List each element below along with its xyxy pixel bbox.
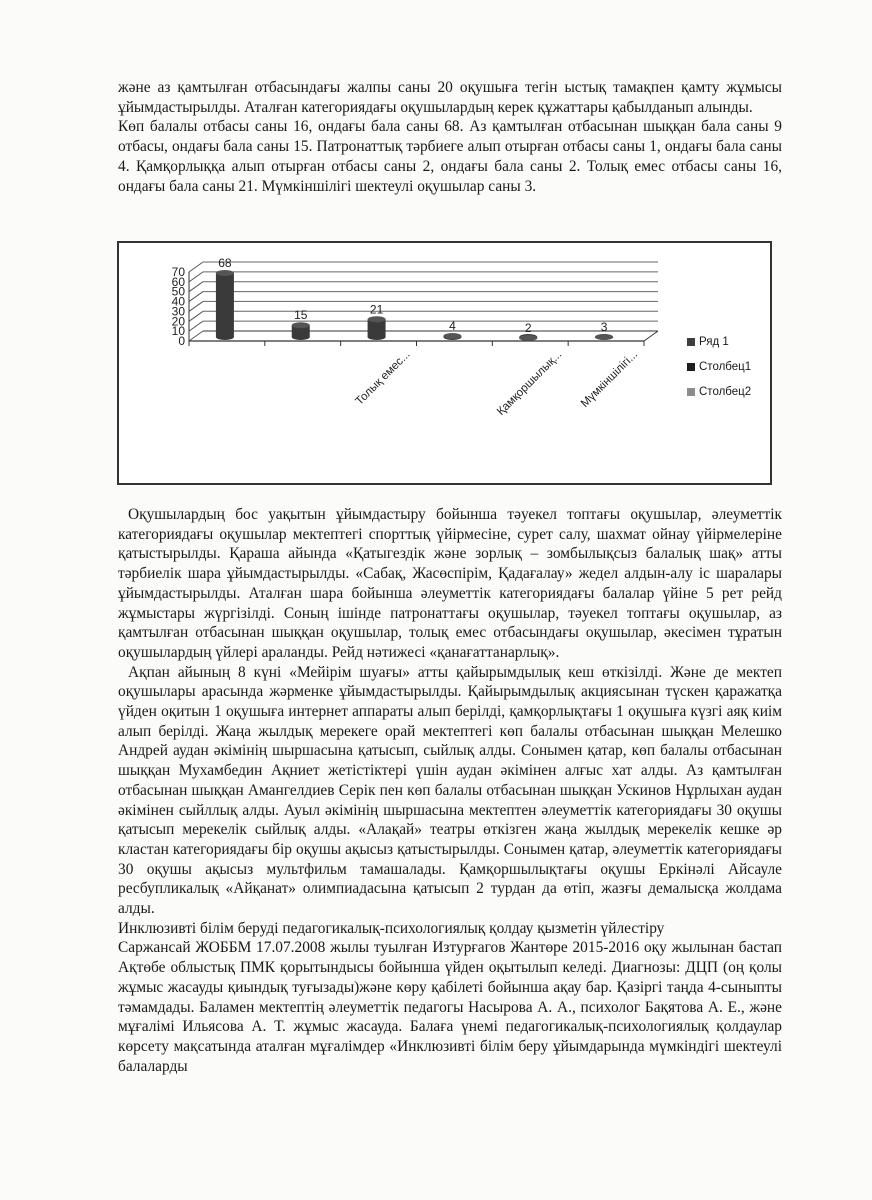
legend-label: Ряд 1: [699, 335, 729, 348]
floor-edge: [644, 331, 658, 341]
y-tick-label: 40: [171, 294, 185, 309]
grid-depth-line: [189, 292, 203, 302]
bar-top: [368, 316, 386, 322]
legend-swatch: [687, 388, 695, 396]
legend-item-ryad1: [687, 329, 751, 354]
y-tick-label: 20: [171, 314, 185, 329]
legend-item-stolbec1: [687, 354, 751, 379]
y-tick-label: 50: [171, 284, 185, 299]
bar-top: [216, 270, 234, 276]
grid-depth-line: [189, 282, 203, 292]
chart-canvas: [119, 243, 770, 483]
bar: [216, 273, 234, 337]
legend-label: Столбец1: [699, 360, 752, 373]
chart-legend: [687, 329, 751, 404]
legend-swatch: [687, 363, 695, 371]
grid-depth-line: [189, 262, 203, 272]
y-tick-label: 30: [171, 304, 185, 319]
legend-swatch: [687, 338, 695, 346]
section-heading: Инклюзивті білім беруді педагогикалық-психологиялық қолдау қызметін үйлестіру: [118, 919, 665, 937]
data-label: 15: [294, 308, 308, 323]
data-label: 3: [600, 320, 608, 335]
x-category-label: Мүмкіншілігі...: [578, 348, 641, 410]
data-label: 4: [449, 319, 456, 334]
leisure-paragraph: Оқушылардың бос уақытын ұйымдастыру бойынша тәуекел топтағы оқушылар, әлеуметтік категориядағы оқушылар мектептегі спорттық үйірмесіне, сурет салу, шахмат ойнау үйірмелеріне қатыстырылды. Қараша айында «Қатыгездік және зорлық – зомбылықсыз балалық шақ» атты тәрбиелік шара ұйымдастырылды. «Сабақ, Жасөспірім, Қадағалау» жедел алдын-алу іс шаралары ұйымдастырылды. Аталған шара бойынша әлеуметтік категориядағы балалар үйіне 5 рет рейд жұмыстары жүргізілді. Соның ішінде патронаттағы оқушылар, тәуекел топтағы оқушылар, аз қамтылған отбасынан шыққан оқушылар, толық емес отбасындағы оқушылар, әкесімен тұратын оқушылардың үйлері араланды. Рейд нәтижесі «қанағаттанарлық».: [118, 506, 782, 661]
grid-depth-line: [189, 301, 203, 311]
grid-depth-line: [189, 331, 203, 341]
bar-base: [368, 334, 386, 340]
legend-label: Столбец2: [699, 385, 752, 398]
bar-base: [292, 334, 310, 340]
inclusive-paragraph: Саржансай ЖОББМ 17.07.2008 жылы туылған Изтурғагов Жантөре 2015-2016 оқу жылынан бастап Ақтөбе облыстық ПМК қорытындысы бойынша үйден оқытылып келеді. Диагнозы: ДЦП (оң қолы жұмыс жасауды қиындық туғызады)және көру қабілеті бойынша ақау бар. Қазіргі таңда 4-сыныпты тәмамдады. Баламен мектептің әлеуметтік педагогы Насырова А. А., психолог Бақятова А. Е., және мұғалімі Ильясова А. Т. жұмыс жасауда. Балаға үнемі педагогикалық-психологиялық қолдаулар көрсету мақсатында аталған мұғалімдер «Инклюзивті білім беру ұйымдарында мүмкіндігі шектеулі балаларды: [118, 939, 782, 1075]
x-category-label: Толық емес...: [353, 348, 413, 408]
bar-top: [292, 322, 310, 328]
bar-top: [519, 335, 537, 341]
body-text: [118, 505, 782, 1076]
grid-depth-line: [189, 311, 203, 321]
data-label: 2: [524, 321, 532, 336]
x-category-label: Қамқоршылық...: [495, 348, 565, 418]
grid-depth-line: [189, 321, 203, 331]
intro-text: [118, 78, 782, 196]
data-label: 21: [369, 302, 384, 317]
bar-chart: [117, 241, 772, 485]
y-tick-label: 70: [171, 265, 185, 279]
y-tick-label: 10: [171, 324, 185, 339]
bar-top: [595, 334, 613, 340]
intro-paragraph: және аз қамтылған отбасындағы жалпы саны 20 оқушыға тегін ыстық тамақпен қамту жұмысы ұйымдастырылды. Аталған категориядағы оқушылардың керек құжаттары қабылданып алынды.: [118, 79, 782, 116]
data-label: 68: [218, 255, 232, 270]
y-tick-label: 0: [178, 334, 185, 348]
statistics-paragraph: Көп балалы отбасы саны 16, ондағы бала саны 68. Аз қамтылған отбасынан шыққан бала саны 9 отбасы, ондағы бала саны 15. Патронаттық тәрбиеге алып отырған отбасы саны 1, ондағы бала саны 4. Қамқорлыққа алып отырған отбасы саны 2, ондағы бала саны 2. Толық емес отбасы саны 16, ондағы бала саны 21. Мүмкіншілігі шектеулі оқушылар саны 3.: [118, 118, 782, 195]
grid-depth-line: [189, 272, 203, 282]
bar-top: [443, 333, 461, 339]
legend-item-stolbec2: [687, 379, 751, 404]
charity-paragraph: Ақпан айының 8 күні «Мейірім шуағы» атты қайырымдылық кеш өткізілді. Және де мектеп оқушылары арасында жәрменке ұйымдастырылды. Қайырымдылық акциясынан түскен қаражатқа үйден оқитын 1 оқушыға интернет аппараты алып берілді, қамқорлықтағы 1 оқушыға күзгі аяқ киім алып берілді. Жаңа жылдық мерекеге орай мектептегі көп балалы отбасынан шыққан Мелешко Андрей аудан әкімінің шыршасына қатысып, сыйлық алды. Сонымен қатар, көп балалы отбасынан шыққан Мухамбедин Ақниет жетістіктері үшін аудан әкімінен алғыс хат алды. Аз қамтылған отбасынан шыққан Амангелдиев Серік пен көп балалы отбасынан шыққан Ускинов Нұрлыхан аудан әкімінен сыйллық алды. Ауыл әкімінің шыршасына мектептен әлеуметтік категориядағы 30 оқушы қатысып мерекелік сыйлық алды. «Алақай» театры өткізген жаңа жылдық мерекелік кешке әр кластан категориядағы бір оқушы ақысыз қатыстырылды. Сонымен қатар, әлеуметтік категориядағы 30 оқушы ақысыз мультфильм тамашалады. Қамқоршылықтағы оқушы Еркінәлі Айсауле ресбупликалық «Айқанат» олимпиадасына қатысып 2 турдан да өтіп, жазғы демалысқа жолдама алды.: [118, 663, 782, 918]
y-tick-label: 60: [171, 274, 185, 289]
bar-base: [216, 334, 234, 340]
